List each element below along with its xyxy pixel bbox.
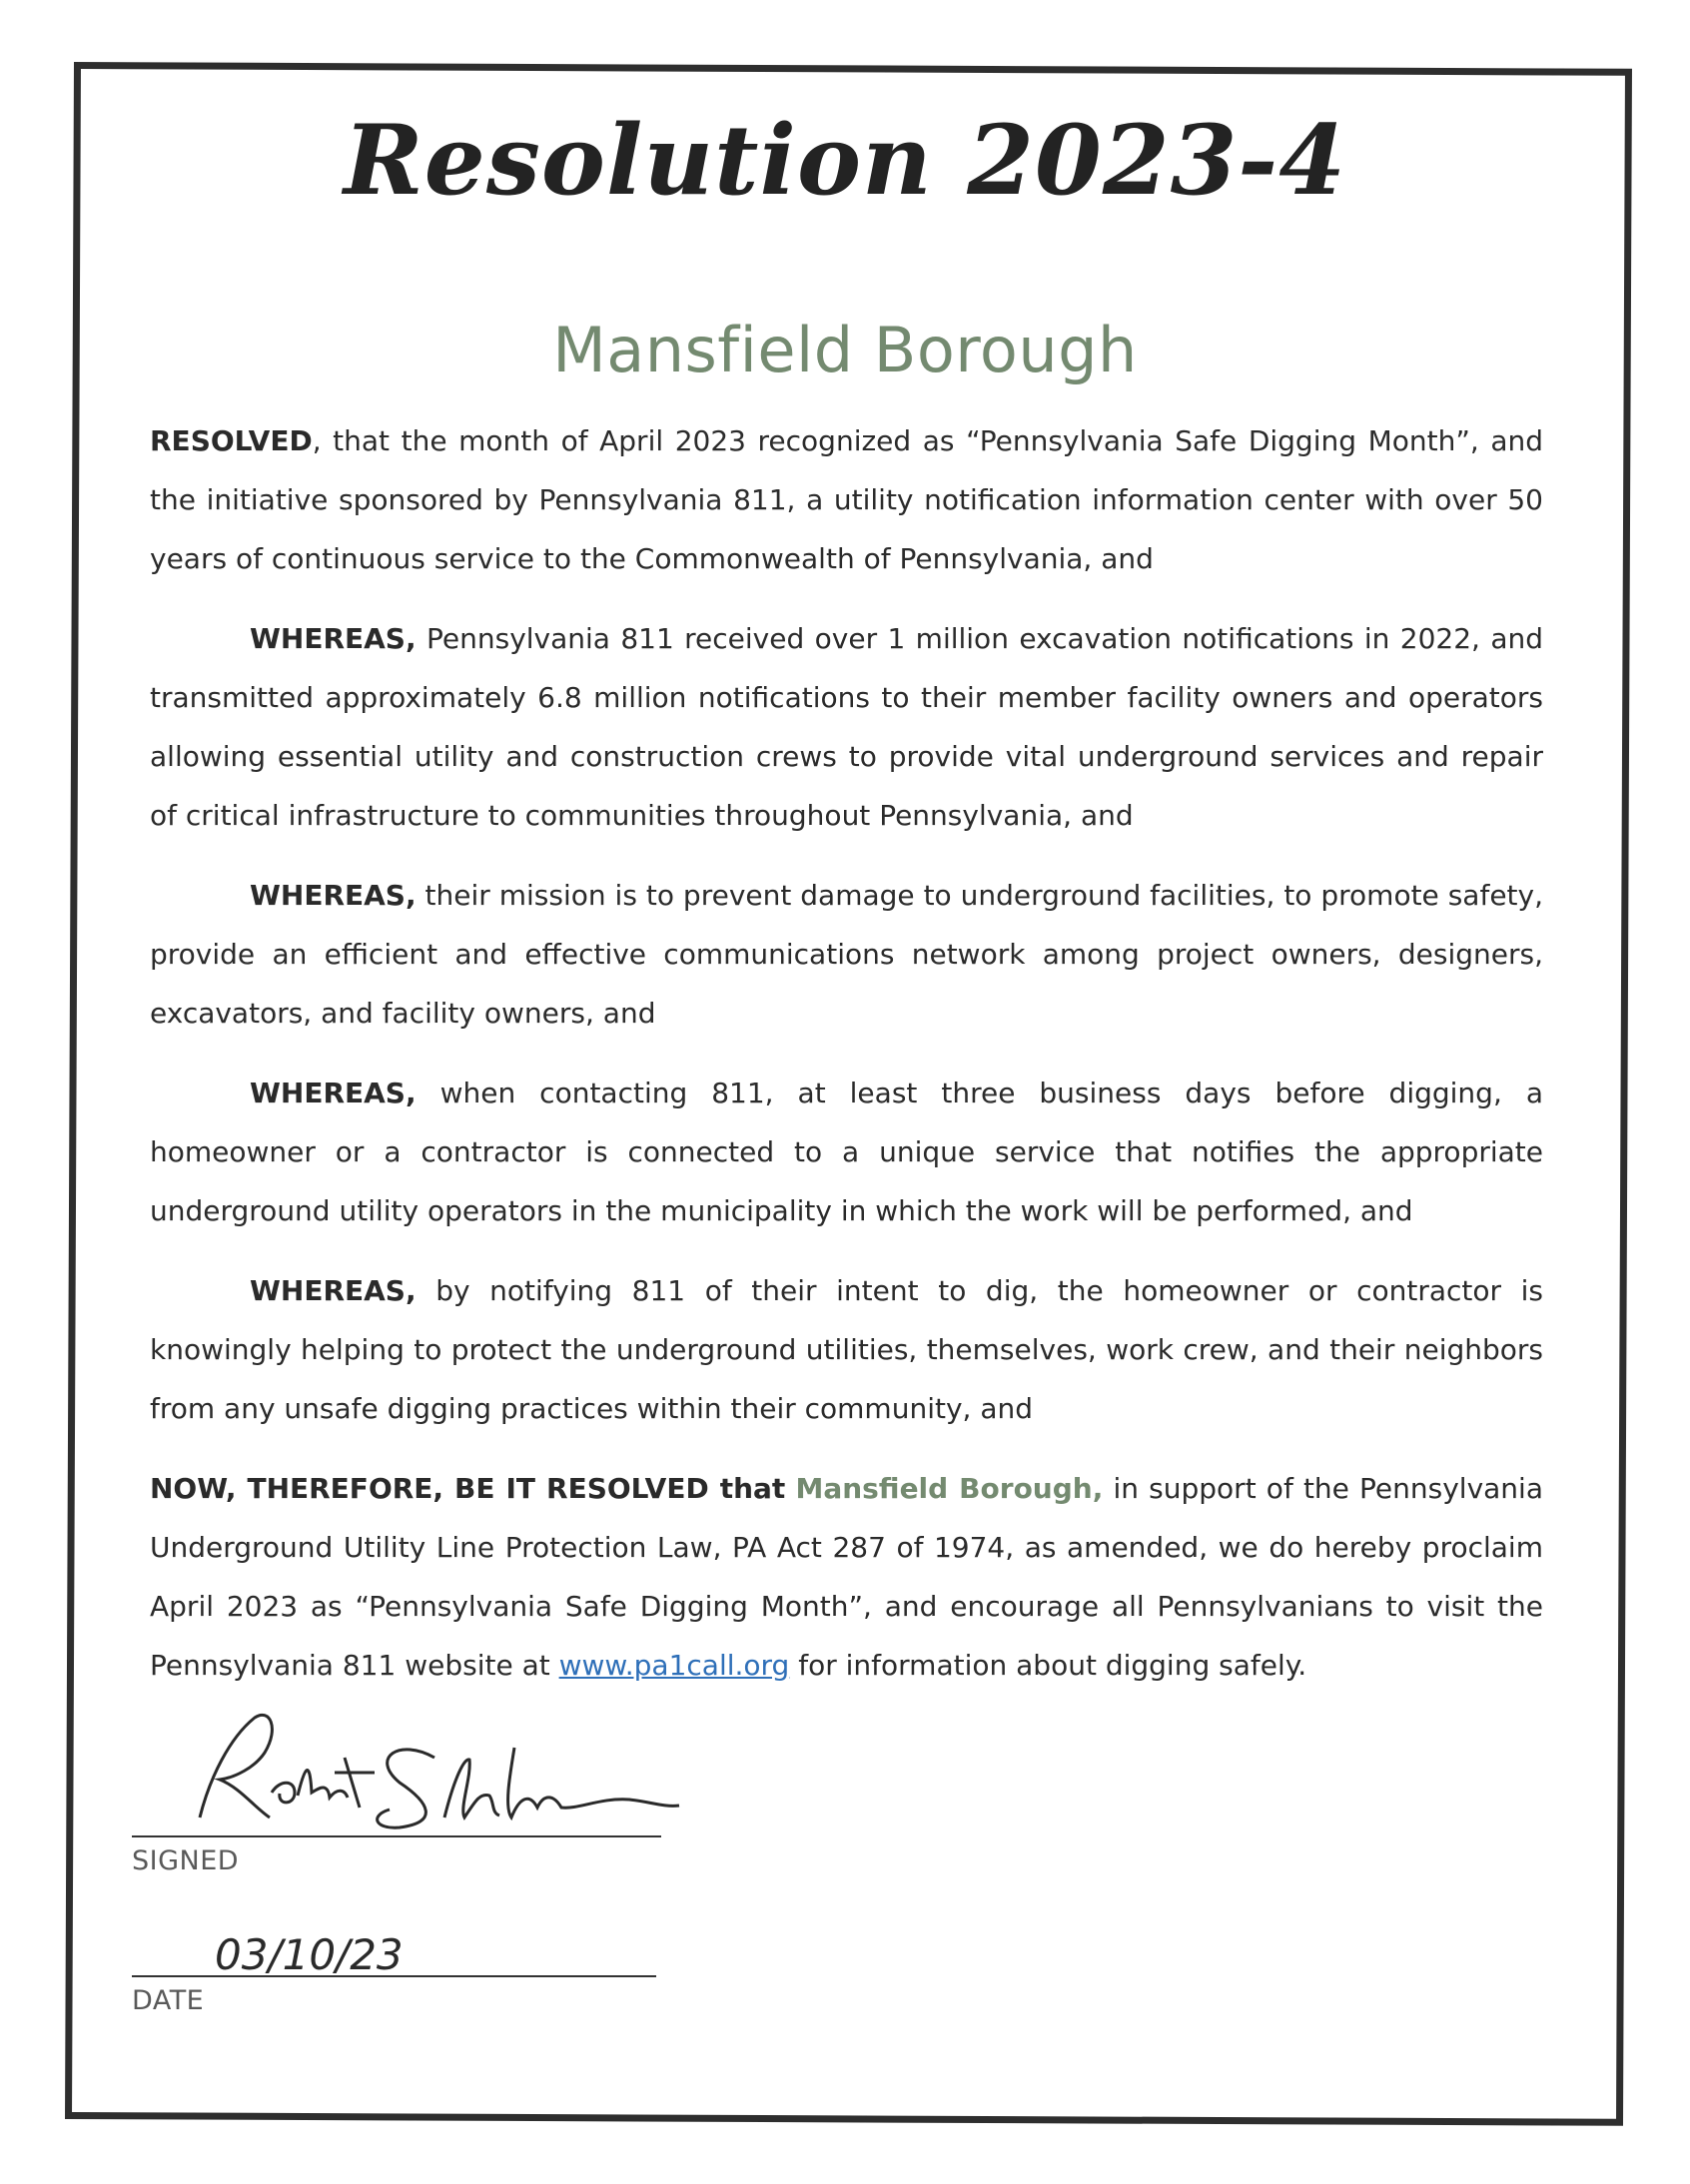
signature-scribble xyxy=(160,1698,699,1847)
now-therefore-text-a: in support of the Pennsylvania Underground Utility Line Protection Law, PA Act 287 of 1974, as amended, we do hereby proclaim April 2023 as “Pennsylvania Safe Digging Month”, and encourage all Pennsylvanians to visit the Pennsylvania 811 website at xyxy=(150,1472,1543,1682)
pa1call-link[interactable]: www.pa1call.org xyxy=(558,1649,790,1682)
whereas-paragraph-2 xyxy=(150,866,1543,1043)
whereas-text-2: their mission is to prevent damage to underground facilities, to promote safety, provide an efficient and effective communications network among project owners, designers, excavators, and facility owners, and xyxy=(150,879,1543,1030)
resolved-paragraph xyxy=(150,411,1543,588)
whereas-paragraph-3 xyxy=(150,1064,1543,1240)
resolution-body xyxy=(150,411,1543,1716)
whereas-lead-1: WHEREAS, xyxy=(250,622,417,655)
signature-line xyxy=(132,1835,661,1837)
whereas-lead-3: WHEREAS, xyxy=(250,1077,417,1109)
date-line xyxy=(132,1975,656,1977)
whereas-paragraph-4 xyxy=(150,1261,1543,1438)
resolved-text: , that the month of April 2023 recognized as “Pennsylvania Safe Digging Month”, and the initiative sponsored by Pennsylvania 811, a utility notification information center with over 50 years of continuous service to the Commonwealth of Pennsylvania, and xyxy=(150,424,1543,575)
whereas-text-3: when contacting 811, at least three business days before digging, a homeowner or a contractor is connected to a unique service that notifies the appropriate underground utility operators in the municipality in which the work will be performed, and xyxy=(150,1077,1543,1227)
resolved-lead: RESOLVED xyxy=(150,424,313,457)
now-therefore-text-b: for information about digging safely. xyxy=(789,1649,1307,1682)
now-therefore-lead: NOW, THEREFORE, BE IT RESOLVED that xyxy=(150,1472,786,1505)
whereas-paragraph-1 xyxy=(150,609,1543,845)
date-value: 03/10/23 xyxy=(215,1930,404,1979)
whereas-lead-4: WHEREAS, xyxy=(250,1274,417,1307)
now-therefore-paragraph xyxy=(150,1459,1543,1695)
borough-heading: Mansfield Borough xyxy=(552,314,1138,386)
whereas-text-1: Pennsylvania 811 received over 1 million excavation notifications in 2022, and transmitted approximately 6.8 million notifications to their member facility owners and operators allowing essential utility and construction crews to provide vital underground services and repair of critical infrastructure to communities throughout Pennsylvania, and xyxy=(150,622,1543,832)
whereas-lead-2: WHEREAS, xyxy=(250,879,417,912)
whereas-text-4: by notifying 811 of their intent to dig, the homeowner or contractor is knowingly helping to protect the underground utilities, themselves, work crew, and their neighbors from any unsafe digging practices within their community, and xyxy=(150,1274,1543,1425)
date-label: DATE xyxy=(132,1985,205,2016)
borough-name-inline: Mansfield Borough, xyxy=(795,1472,1104,1505)
resolution-title: Resolution 2023-4 xyxy=(343,104,1347,217)
signed-label: SIGNED xyxy=(132,1845,240,1876)
